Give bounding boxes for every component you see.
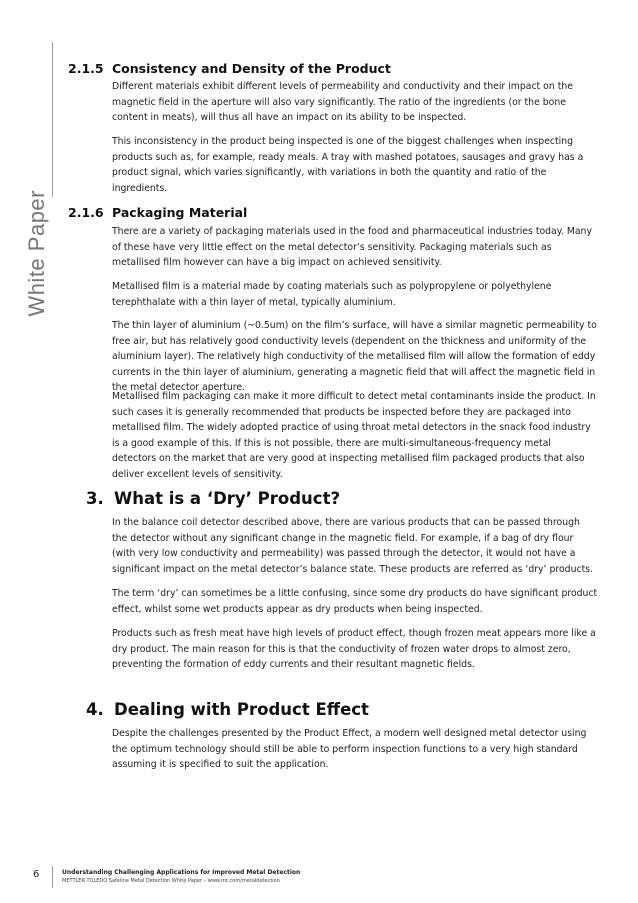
footer-rule <box>52 866 53 888</box>
side-rule <box>52 42 53 197</box>
heading-2-1-6 <box>68 205 247 220</box>
paragraph: In the balance coil detector described above, there are various products that can be passed through the detector without any significant change in the magnetic field. For example, if a bag of dry flour (with very low conductivity and permeability) was passed through the detector, it would not have a significant impact on the metal detector’s balance state. These products are referred as ‘dry’ products. <box>112 517 594 575</box>
side-label-text: White Paper <box>24 190 49 317</box>
paragraph: The thin layer of aluminium (~0.5um) on the film’s surface, will have a similar magnetic permeability to free air, but has relatively good conductivity levels (dependent on the thickness and uniformity of the aluminium layer). The relatively high conductivity of the metallised film will allow the formation of eddy currents in the thin layer of aluminium, generating a magnetic field that will affect the magnetic field in the metal detector aperture. <box>112 320 597 394</box>
heading-title: Packaging Material <box>112 205 248 220</box>
heading-number: 4. <box>86 700 104 719</box>
heading-3 <box>86 489 340 508</box>
paragraph: The term ‘dry’ can sometimes be a little confusing, since some dry products do have significant product effect, whilst some wet products appear as dry products when being inspected. <box>112 588 598 615</box>
heading-number: 3. <box>86 489 104 508</box>
heading-number: 2.1.5 <box>68 61 104 76</box>
footer-title: Understanding Challenging Applications for Improved Metal Detection <box>62 869 301 876</box>
paragraph: Metallised film packaging can make it more difficult to detect metal contaminants inside the product. In such cases it is generally recommended that products be inspected before they are packaged into metallised film. The widely adopted practice of using throat metal detectors in the snack food industry is a good example of this. If this is not possible, there are multi-simultaneous-frequency metal detectors on the market that are very good at inspecting metallised film packaged products that also deliver excellent levels of sensitivity. <box>112 391 596 480</box>
paragraph: Despite the challenges presented by the Product Effect, a modern well designed metal detector using the optimum technology should still be able to perform inspection functions to a very high standard assuming it is specified to suit the application. <box>112 728 587 771</box>
heading-4 <box>86 700 369 719</box>
heading-title: Dealing with Product Effect <box>114 700 369 719</box>
page-number: 6 <box>33 869 40 880</box>
heading-title: Consistency and Density of the Product <box>112 61 391 76</box>
paragraph: Metallised film is a material made by coating materials such as polypropylene or polyethylene terephthalate with a thin layer of metal, typically aluminium. <box>112 281 552 308</box>
side-label <box>24 190 50 350</box>
paragraph: There are a variety of packaging materials used in the food and pharmaceutical industries today. Many of these have very little effect on the metal detector’s sensitivity. Packaging materials such as metallised film however can have a big impact on achieved sensitivity. <box>112 226 592 269</box>
paragraph: Products such as fresh meat have high levels of product effect, though frozen meat appears more like a dry product. The main reason for this is that the conductivity of frozen water drops to almost zero, preventing the formation of eddy currents and their resultant magnetic fields. <box>112 628 596 671</box>
heading-title: What is a ‘Dry’ Product? <box>114 489 341 508</box>
heading-2-1-5 <box>68 61 391 76</box>
heading-number: 2.1.6 <box>68 205 104 220</box>
paragraph: Different materials exhibit different levels of permeability and conductivity and their impact on the magnetic field in the aperture will also vary significantly. The ratio of the ingredients (or the bone content in meats), will thus all have an impact on its ability to be inspected. <box>112 81 573 124</box>
footer-subtitle: METTLER TOLEDO Safeline Metal Detection White Paper – www.mt.com/metaldetection <box>62 878 280 884</box>
paragraph: This inconsistency in the product being inspected is one of the biggest challenges when inspecting products such as, for example, ready meals. A tray with mashed potatoes, sausages and gravy has a product signal, which varies significantly, with variations in both the quantity and ratio of the ingredients. <box>112 136 584 194</box>
